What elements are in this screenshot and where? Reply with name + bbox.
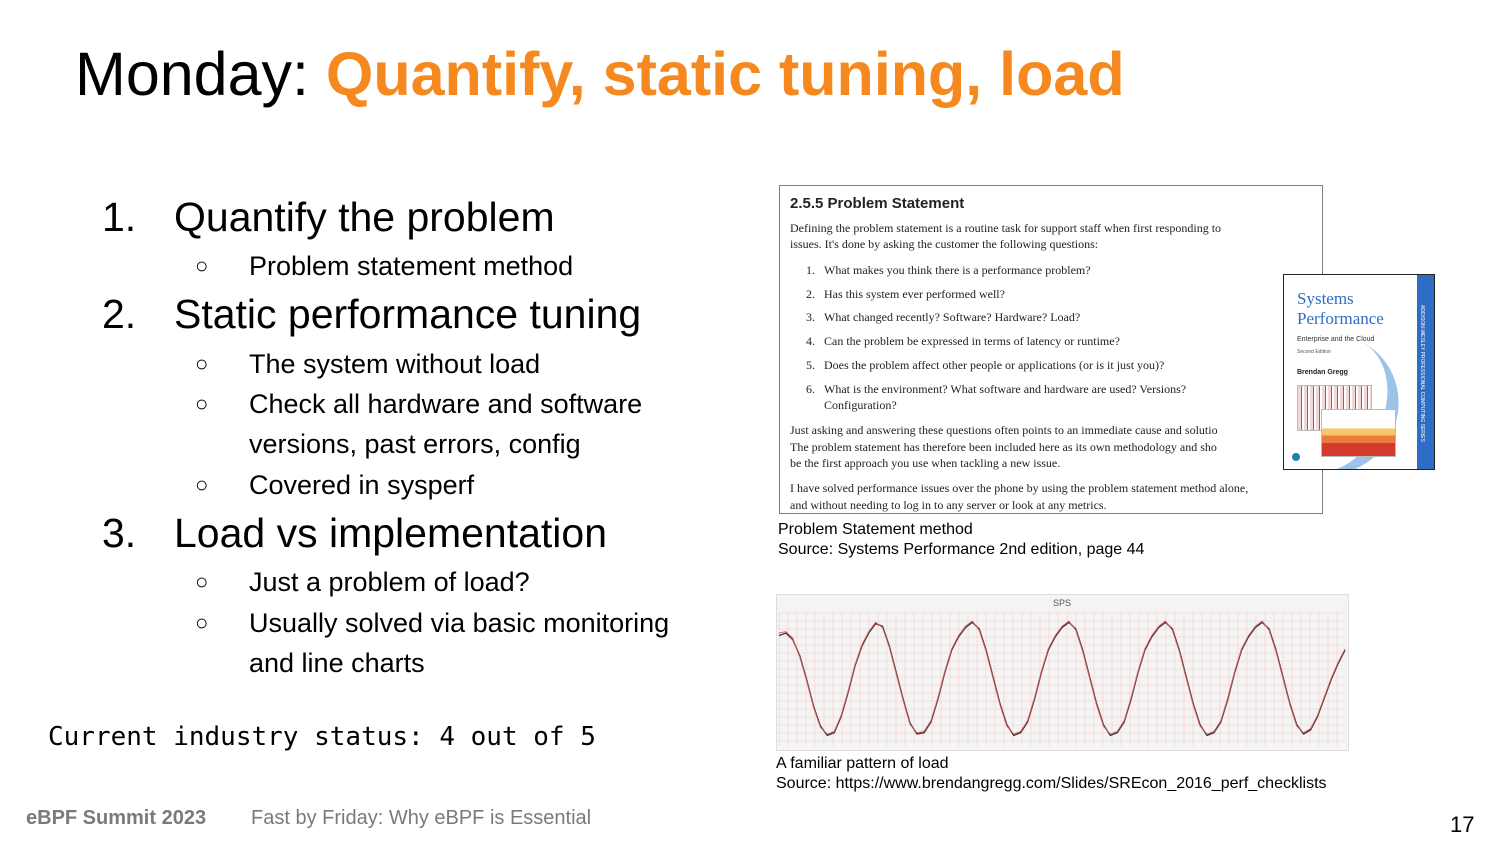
outline-text: Load vs implementation: [174, 510, 608, 556]
bullet-icon: ○: [195, 472, 209, 497]
book-cover-image: [1283, 274, 1435, 470]
title-prefix: Monday:: [75, 40, 326, 108]
question-text: Configuration?: [824, 398, 897, 412]
sub-item-text: Usually solved via basic monitoring: [249, 608, 670, 638]
cover-title: Systems Performance: [1297, 289, 1384, 328]
cover-flamegraph-graphic: [1321, 409, 1396, 457]
sub-item-text: The system without load: [249, 349, 541, 379]
excerpt-paragraph-line: be the first approach you use when tackling a new issue.: [790, 456, 1061, 470]
bullet-icon: ○: [195, 351, 209, 376]
question-number: 3.: [806, 310, 815, 324]
page-number: 17: [1450, 812, 1475, 837]
excerpt-heading: 2.5.5 Problem Statement: [790, 195, 965, 212]
chart-series: [779, 621, 1345, 735]
outline-number: 2.: [102, 291, 137, 337]
bullet-icon: ○: [195, 610, 209, 635]
excerpt-intro-line: issues. It's done by asking the customer the following questions:: [790, 237, 1099, 251]
caption-1-line-2: Source: Systems Performance 2nd edition, page 44: [778, 541, 1145, 558]
excerpt-intro-line: Defining the problem statement is a routine task for support staff when first responding to: [790, 221, 1222, 235]
caption-2-line-2: Source: https://www.brendangregg.com/Slides/SREcon_2016_perf_checklists: [776, 775, 1327, 792]
question-text: Can the problem be expressed in terms of latency or runtime?: [824, 334, 1120, 348]
question-number: 4.: [806, 334, 815, 348]
load-chart: [776, 594, 1349, 751]
sub-item-text: Covered in sysperf: [249, 470, 475, 500]
excerpt-paragraph-line: Just asking and answering these questions often points to an immediate cause and solutio: [790, 423, 1218, 437]
excerpt-paragraph-line: I have solved performance issues over the phone by using the problem statement method alone,: [790, 481, 1249, 495]
spine-text: ADDISON-WESLEY PROFESSIONAL COMPUTING SERIES: [1419, 305, 1425, 442]
caption-1-line-1: Problem Statement method: [778, 521, 973, 538]
publisher-logo-icon: [1292, 453, 1300, 461]
title-accent: Quantify, static tuning, load: [325, 40, 1125, 108]
industry-status: Current industry status: 4 out of 5: [48, 722, 596, 752]
question-number: 1.: [806, 263, 815, 277]
caption-2-line-1: A familiar pattern of load: [776, 755, 949, 772]
outline-number: 3.: [102, 510, 137, 556]
outline-text: Static performance tuning: [174, 291, 642, 337]
question-text: What is the environment? What software and hardware are used? Versions?: [824, 382, 1187, 396]
chart-grid: [779, 613, 1345, 746]
question-text: What changed recently? Software? Hardware? Load?: [824, 310, 1081, 324]
cover-spine: [1417, 275, 1434, 469]
chart-title: SPS: [1052, 598, 1072, 608]
cover-subtitle: Enterprise and the Cloud: [1297, 336, 1375, 343]
question-text: Does the problem affect other people or applications (or is it just you)?: [824, 358, 1165, 372]
bullet-icon: ○: [195, 569, 209, 594]
sub-item-text: Just a problem of load?: [249, 567, 530, 597]
question-number: 6.: [806, 382, 815, 396]
sub-item-text: versions, past errors, config: [249, 429, 581, 459]
question-number: 5.: [806, 358, 815, 372]
outline-text: Quantify the problem: [174, 194, 555, 240]
question-number: 2.: [806, 287, 815, 301]
question-text: What makes you think there is a performance problem?: [824, 263, 1091, 277]
series-line-1: [779, 622, 1345, 735]
load-chart-svg: [777, 595, 1348, 750]
sub-item-text: Check all hardware and software: [249, 389, 643, 419]
footer-event: eBPF Summit 2023: [26, 807, 207, 829]
sub-item-text: Problem statement method: [249, 251, 574, 281]
cover-edition: Second Edition: [1297, 349, 1331, 355]
footer-talk-title: Fast by Friday: Why eBPF is Essential: [251, 807, 592, 829]
excerpt-paragraph-line: and without needing to log in to any server or look at any metrics.: [790, 498, 1107, 512]
bullet-icon: ○: [195, 391, 209, 416]
slide-title: [75, 38, 1125, 110]
excerpt-paragraph-line: The problem statement has therefore been included here as its own methodology and sho: [790, 440, 1217, 454]
question-text: Has this system ever performed well?: [824, 287, 1005, 301]
cover-author: Brendan Gregg: [1297, 369, 1348, 376]
sub-item-text: and line charts: [249, 648, 425, 678]
book-excerpt-image: [779, 185, 1323, 514]
bullet-icon: ○: [195, 253, 209, 278]
outline-number: 1.: [102, 194, 137, 240]
